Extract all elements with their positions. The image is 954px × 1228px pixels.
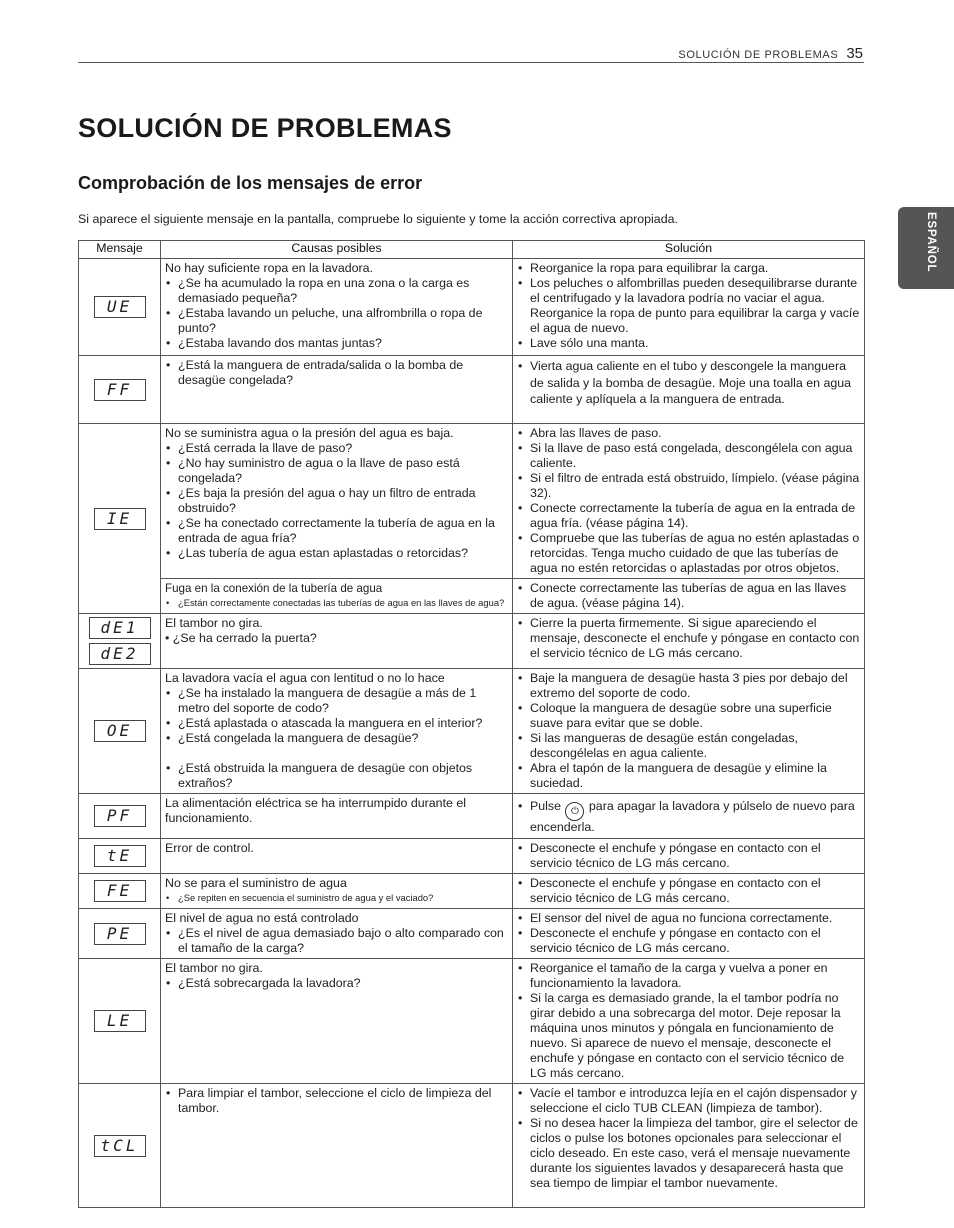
cause-lead: No hay suficiente ropa en la lavadora. — [165, 261, 374, 275]
table-row — [79, 874, 865, 909]
causes-cell — [161, 356, 513, 424]
table-row — [79, 959, 865, 1084]
list-item: • Desconecte el enchufe y póngase en contacto con el servicio técnico de LG más cercano. — [517, 926, 861, 956]
list-item: • Reorganice el tamaño de la carga y vuelva a poner en funcionamiento la lavadora. — [517, 961, 861, 991]
error-code-display: FF — [94, 379, 146, 401]
page-title: SOLUCIÓN DE PROBLEMAS — [78, 113, 452, 143]
cause-lead: El tambor no gira. — [165, 616, 263, 630]
solutions-list — [517, 426, 861, 576]
section-subtitle: Comprobación de los mensajes de error — [78, 173, 423, 193]
error-code-display: tE — [94, 845, 146, 867]
list-item: • Vierta agua caliente en el tubo y descongele la manguera de salida y la bomba de desagüe. Moje una toalla en agua caliente y aplíquela a la manguera de entrada. — [517, 358, 861, 408]
causes-list — [165, 358, 509, 388]
list-item: • Conecte correctamente la tubería de agua en la entrada de agua fría. (véase página 14). — [517, 501, 861, 531]
causes-list — [165, 596, 509, 610]
table-row — [79, 579, 865, 614]
solutions-cell — [513, 356, 865, 424]
list-item: • ¿Está cerrada la llave de paso? — [165, 441, 509, 456]
error-code-display: FE — [94, 880, 146, 902]
causes-list — [165, 761, 509, 791]
causes-cell — [161, 909, 513, 959]
list-item: • ¿Es baja la presión del agua o hay un filtro de entrada obstruido? — [165, 486, 509, 516]
causes-list — [165, 976, 509, 991]
list-item: • Desconecte el enchufe y póngase en contacto con el servicio técnico de LG más cercano. — [517, 876, 861, 906]
cause-lead: Error de control. — [165, 841, 254, 855]
header-rule — [78, 62, 864, 63]
table-row — [79, 614, 865, 669]
causes-cell — [161, 579, 513, 614]
error-code-cell — [79, 356, 161, 424]
header-solucion: Solución — [513, 241, 865, 259]
solutions-cell — [513, 669, 865, 794]
causes-list — [165, 891, 509, 905]
solutions-list — [517, 358, 861, 408]
list-item: • Cierre la puerta firmemente. Si sigue apareciendo el mensaje, desconecte el enchufe y póngase en contacto con el servicio técnico de LG más cercano. — [517, 616, 861, 661]
list-item: • Baje la manguera de desagüe hasta 3 pies por debajo del extremo del soporte de codo. — [517, 671, 861, 701]
cause-lead: El nivel de agua no está controlado — [165, 911, 359, 925]
list-item: • ¿Se ha conectado correctamente la tubería de agua en la entrada de agua fría? — [165, 516, 509, 546]
list-item: • Conecte correctamente las tuberías de agua en las llaves de agua. (véase página 14). — [517, 581, 861, 611]
solutions-list — [517, 1086, 861, 1191]
cause-lead: La lavadora vacía el agua con lentitud o no lo hace — [165, 671, 445, 685]
list-item: • Si las mangueras de desagüe están congeladas, descongélelas en agua caliente. — [517, 731, 861, 761]
causes-list — [165, 686, 509, 746]
cause-lead: No se para el suministro de agua — [165, 876, 347, 890]
solution-text-post: para apagar la lavadora y púlselo de nuevo para encenderla. — [530, 798, 855, 834]
table-row — [79, 424, 865, 579]
language-tab — [898, 207, 954, 289]
causes-list — [165, 441, 509, 561]
solutions-list — [517, 961, 861, 1081]
header-mensaje: Mensaje — [79, 241, 161, 259]
causes-cell — [161, 669, 513, 794]
error-code-display: dE1 — [89, 617, 151, 639]
list-item: • ¿Es el nivel de agua demasiado bajo o alto comparado con el tamaño de la carga? — [165, 926, 509, 956]
list-item: • El sensor del nivel de agua no funciona correctamente. — [517, 911, 861, 926]
solutions-cell — [513, 614, 865, 669]
solutions-cell — [513, 579, 865, 614]
cause-lead: El tambor no gira. — [165, 961, 263, 975]
list-item: • Si la llave de paso está congelada, descongélela con agua caliente. — [517, 441, 861, 471]
list-item: • Abra el tapón de la manguera de desagüe y elimine la suciedad. — [517, 761, 861, 791]
error-code-display: PE — [94, 923, 146, 945]
table-row — [79, 669, 865, 794]
list-item: • ¿Se repiten en secuencia el suministro de agua y el vaciado? — [165, 891, 509, 905]
list-item: • ¿Está sobrecargada la lavadora? — [165, 976, 509, 991]
table-row — [79, 909, 865, 959]
cause-lead: No se suministra agua o la presión del agua es baja. — [165, 426, 454, 440]
solutions-list — [517, 261, 861, 351]
list-item: • Si no desea hacer la limpieza del tambor, gire el selector de ciclos o pulse los botones opcionales para seleccionar el ciclo deseado. En este caso, verá el mensaje nuevamente durante los siguientes lavados y desaparecerá hasta que sea tiempo de limpiar el tambor nuevamente. — [517, 1116, 861, 1191]
intro-text: Si aparece el siguiente mensaje en la pantalla, compruebe lo siguiente y tome la acción correctiva apropiada. — [78, 212, 678, 226]
error-code-display: LE — [94, 1010, 146, 1032]
error-code-cell — [79, 909, 161, 959]
solutions-list — [517, 616, 861, 661]
list-item: • ¿Está aplastada o atascada la manguera en el interior? — [165, 716, 509, 731]
error-message-table — [78, 240, 865, 1208]
table-row — [79, 356, 865, 424]
page-number: 35 — [846, 45, 863, 62]
power-button-icon: ⏻ — [565, 802, 584, 821]
list-item: • Si la carga es demasiado grande, la el tambor podría no girar debido a una sobrecarga del motor. Deje reposar la máquina unos minutos y póngala en funcionamiento de nuevo. Si aparece de nuevo el mensaje, desconecte el enchufe y póngase en contacto con el servicio técnico de LG más cercano. — [517, 991, 861, 1081]
causes-cell — [161, 959, 513, 1084]
solutions-cell — [513, 839, 865, 874]
list-item: • ¿No hay suministro de agua o la llave de paso está congelada? — [165, 456, 509, 486]
table-row — [79, 794, 865, 839]
list-item: • ¿Está congelada la manguera de desagüe? — [165, 731, 509, 746]
running-header — [678, 45, 863, 62]
causes-list — [165, 1086, 509, 1116]
solutions-list — [517, 876, 861, 906]
causes-cell — [161, 794, 513, 839]
list-item: • ¿Estaba lavando dos mantas juntas? — [165, 336, 509, 351]
error-code-cell — [79, 669, 161, 794]
solutions-cell — [513, 424, 865, 579]
solutions-cell — [513, 794, 865, 839]
list-item: • ¿Está obstruida la manguera de desagüe con objetos extraños? — [165, 761, 509, 791]
list-item: • ¿Se ha acumulado la ropa en una zona o la carga es demasiado pequeña? — [165, 276, 509, 306]
list-item: • ¿Estaba lavando un peluche, una alfrombrilla o ropa de punto? — [165, 306, 509, 336]
header-causas: Causas posibles — [161, 241, 513, 259]
error-code-cell — [79, 259, 161, 356]
error-code-display: tCL — [94, 1135, 146, 1157]
causes-cell — [161, 259, 513, 356]
list-item: • Reorganice la ropa para equilibrar la carga. — [517, 261, 861, 276]
list-item: • Coloque la manguera de desagüe sobre una superficie suave para evitar que se doble. — [517, 701, 861, 731]
causes-cell — [161, 874, 513, 909]
causes-list — [165, 926, 509, 956]
list-item: • Abra las llaves de paso. — [517, 426, 861, 441]
solutions-cell — [513, 909, 865, 959]
language-tab-label: ESPAÑOL — [925, 212, 937, 273]
list-item: • Vacíe el tambor e introduzca lejía en el cajón dispensador y seleccione el ciclo TUB CLEAN (limpieza de tambor). — [517, 1086, 861, 1116]
list-item: • Lave sólo una manta. — [517, 336, 861, 351]
list-item — [517, 800, 861, 833]
list-item: • ¿Está la manguera de entrada/salida o la bomba de desagüe congelada? — [165, 358, 509, 388]
list-item: • Desconecte el enchufe y póngase en contacto con el servicio técnico de LG más cercano. — [517, 841, 861, 871]
solutions-cell — [513, 259, 865, 356]
cause-lead: Fuga en la conexión de la tubería de agua — [165, 582, 383, 595]
error-code-display: OE — [94, 720, 146, 742]
list-item: • Compruebe que las tuberías de agua no estén aplastadas o retorcidas. Tenga mucho cuidado de que las tuberías de agua no estén retorcidas o aplastadas por otros objetos. — [517, 531, 861, 576]
list-item: • Los peluches o alfombrillas pueden desequilibrarse durante el centrifugado y la lavadora podría no vaciar el agua. Reorganice la ropa de punto para equilibrar la carga y vacíe el agua de nuevo. — [517, 276, 861, 336]
cause-line: • ¿Se ha cerrado la puerta? — [165, 631, 317, 645]
error-code-display: dE2 — [89, 643, 151, 665]
causes-list — [165, 276, 509, 351]
list-item: • Para limpiar el tambor, seleccione el ciclo de limpieza del tambor. — [165, 1086, 509, 1116]
error-code-cell — [79, 874, 161, 909]
causes-cell — [161, 839, 513, 874]
error-code-cell — [79, 424, 161, 614]
error-code-cell — [79, 614, 161, 669]
list-item: • ¿Están correctamente conectadas las tuberías de agua en las llaves de agua? — [165, 596, 509, 610]
solutions-list — [517, 911, 861, 956]
table-row — [79, 1084, 865, 1208]
solutions-cell — [513, 1084, 865, 1208]
causes-cell — [161, 424, 513, 579]
solutions-cell — [513, 959, 865, 1084]
error-code-cell — [79, 839, 161, 874]
table-row — [79, 259, 865, 356]
error-code-cell — [79, 1084, 161, 1208]
solutions-list — [517, 581, 861, 611]
list-item: • ¿Se ha instalado la manguera de desagüe a más de 1 metro del soporte de codo? — [165, 686, 509, 716]
causes-cell — [161, 614, 513, 669]
error-code-cell — [79, 794, 161, 839]
solutions-list — [517, 800, 861, 833]
list-item: • ¿Las tubería de agua estan aplastadas o retorcidas? — [165, 546, 509, 561]
error-code-display: IE — [94, 508, 146, 530]
causes-cell — [161, 1084, 513, 1208]
running-header-section: SOLUCIÓN DE PROBLEMAS — [678, 49, 839, 61]
solutions-list — [517, 841, 861, 871]
solutions-cell — [513, 874, 865, 909]
error-code-display: PF — [94, 805, 146, 827]
error-code-display: UE — [94, 296, 146, 318]
table-header-row — [79, 241, 865, 259]
cause-lead: La alimentación eléctrica se ha interrumpido durante el funcionamiento. — [165, 796, 466, 825]
solutions-list — [517, 671, 861, 791]
solution-text-pre: Pulse — [530, 798, 561, 813]
error-code-cell — [79, 959, 161, 1084]
list-item: • Si el filtro de entrada está obstruido, límpielo. (véase página 32). — [517, 471, 861, 501]
table-row — [79, 839, 865, 874]
